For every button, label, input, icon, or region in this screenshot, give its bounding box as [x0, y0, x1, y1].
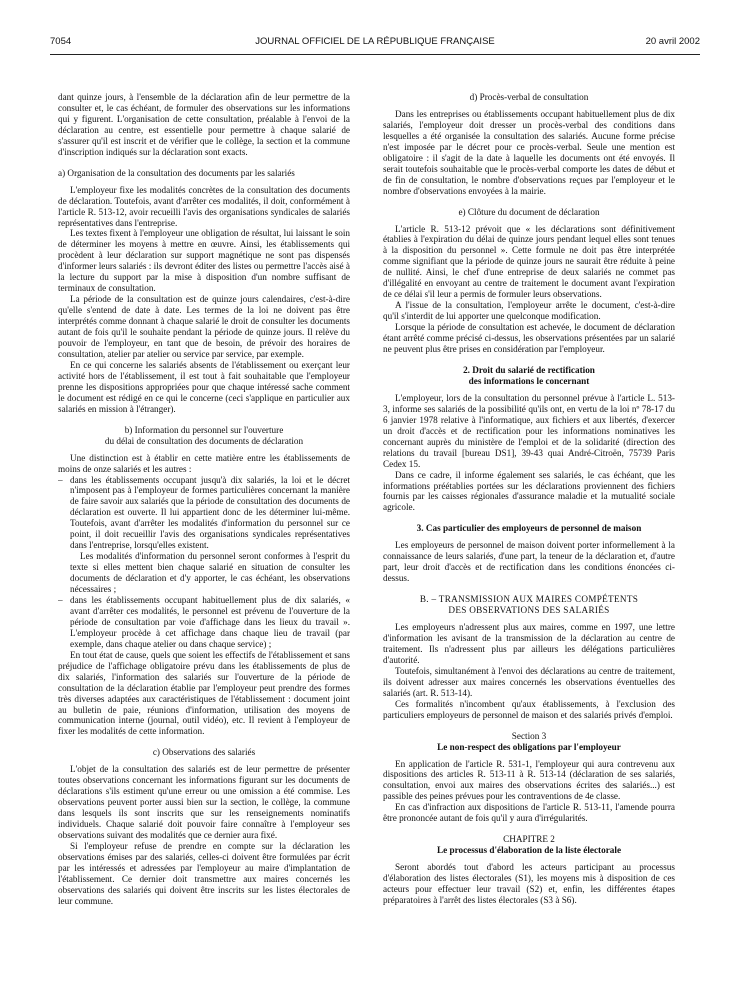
heading-line: 2. Droit du salarié de rectification: [463, 364, 595, 375]
list-item: [58, 475, 350, 595]
paragraph: Seront abordés tout d'abord les acteurs participant au processus d'élaboration des listes électorales (S1), les moyens mis à disposition de ces acteurs pour effectuer leur travail (S2) et, enfin, les différentes étapes préparatoires à l'arrêt des listes électorales (S3 à S6).: [383, 862, 675, 905]
paragraph: Si l'employeur refuse de prendre en compte sur la déclaration les observations émises par des salariés, celles-ci doivent être formulées par écrit par les intéressés et adressées par l'employeur au maire d'implantation de l'établissement. Ce dernier doit transmettre aux maires concernés les observations des salariés qui doivent être inscrits sur les listes électorales de leur commune.: [58, 841, 350, 906]
paragraph: dant quinze jours, à l'ensemble de la déclaration afin de leur permettre de la consulter et, le cas échéant, de formuler des observations sur les informations qui y figurent. L'organisation de cette consultation, préalable à l'envoi de la déclaration au centre, est essentielle pour permettre à chaque salarié de s'assurer qu'il est inscrit et de vérifier que le collège, la section et la commune d'inscription indiqués sur la déclaration sont exacts.: [58, 92, 350, 157]
paragraph: Lorsque la période de consultation est achevée, le document de déclaration étant arrêté comme précisé ci-dessus, les observations présentées par un salarié ne peuvent plus être prises en considération par l'employeur.: [383, 322, 675, 355]
page-number: 7054: [50, 36, 72, 47]
heading-line: CHAPITRE 2: [503, 834, 555, 845]
section-heading-B: [383, 594, 675, 616]
dash-list: [58, 475, 350, 650]
section-heading-3: 3. Cas particulier des employeurs de personnel de maison: [416, 523, 642, 534]
right-column: [383, 92, 675, 970]
paragraph: Toutefois, simultanément à l'envoi des déclarations au centre de traitement, ils doivent adresser aux maires concernés les observations éventuelles des salariés (art. R. 513-14).: [383, 665, 675, 698]
section-heading-2: [383, 365, 675, 387]
paragraph: En application de l'article R. 531-1, l'employeur qui aura contrevenu aux dispositions des articles R. 513-11 à R. 513-14 (déclaration de ses salariés, consultation, envoi aux maires des observations écrites des salariés...) est passible des peines prévues pour les contraventions de 4e classe.: [383, 758, 675, 802]
paragraph: Les employeurs de personnel de maison doivent porter informellement à la connaissance de leurs salariés, d'une part, la teneur de la déclaration et, d'autre part, leur droit d'accès et de rectification dans les conditions énoncées ci-dessus.: [383, 540, 675, 584]
heading-line: Le processus d'élaboration de la liste électorale: [436, 845, 622, 856]
paragraph: En tout état de cause, quels que soient les effectifs de l'établissement et sans préjudice de l'affichage obligatoire prévu dans les établissements de plus de dix salariés, l'information des salariés sur l'ouverture de la période de consultation de la déclaration établie par l'employeur peut prendre des formes très diverses adaptées aux caractéristiques de l'établissement : document joint au bulletin de paie, réunions d'information, utilisation des moyens de communication interne (journal, outil vidéo), etc. Il revient à l'employeur de fixer les modalités de cette information.: [58, 649, 350, 737]
section-heading-b: [58, 425, 350, 447]
list-item-text: dans les établissements occupant jusqu'à dix salariés, la loi et le décret n'imposent pas à l'employeur de formes particulières concernant la manière de faire savoir aux salariés que la période de consultation des documents de déclaration est ouverte. Il lui appartient donc de les déterminer lui-même. Toutefois, avant d'arrêter les modalités d'information du personnel sur ce point, il doit recueillir l'avis des organisations syndicales représentatives dans l'entreprise, lorsqu'elles existent.: [70, 474, 350, 551]
section-heading-d: d) Procès-verbal de consultation: [469, 92, 589, 102]
list-item: [58, 595, 350, 650]
paragraph: La période de la consultation est de quinze jours calendaires, c'est-à-dire qu'elle s'entend de date à date. Les termes de la loi ne doivent pas être interprétés comme donnant à chaque salarié le droit de consulter les documents autant de fois qu'il le souhaite pendant la période de quinze jours. Il relève du pouvoir de l'employeur, en tant que de besoin, de prévoir des horaires de consultation, atelier par atelier ou service par service, par exemple.: [58, 294, 350, 359]
paragraph: L'objet de la consultation des salariés est de leur permettre de présenter toutes observations concernant les informations figurant sur les documents de déclarations s'ils estiment qu'une erreur ou une omission a été commise. Les observations peuvent porter aussi bien sur la section, le collège, la commune dans lesquels ils sont inscrits que sur les renseignements nominatifs individuels. Chaque salarié doit pouvoir faire connaître à l'employeur ses observations suivant des modalités que ce dernier aura fixé.: [58, 764, 350, 841]
section-heading-c: c) Observations des salariés: [152, 747, 256, 758]
paragraph: Ces formalités n'incombent qu'aux établissements, à l'exclusion des particuliers employeurs de personnel de maison et des salariés privés d'emploi.: [383, 698, 675, 720]
section-3-heading: [383, 731, 675, 753]
paragraph: Les employeurs n'adressent plus aux maires, comme en 1997, une lettre d'information les avisant de la transmission de la déclaration au centre de traitement. Ils n'adressent plus par ailleurs les délégations particulières d'autorité.: [383, 622, 675, 665]
paragraph: L'employeur fixe les modalités concrètes de la consultation des documents de déclaration. Toutefois, avant d'arrêter ces modalités, il doit, conformément à l'article R. 513-12, avoir recueilli l'avis des organisations syndicales de salariés représentatives dans l'entreprise.: [58, 184, 350, 228]
left-column: [58, 92, 350, 970]
paragraph: Dans ce cadre, il informe également ses salariés, le cas échéant, que les informations préétablies portées sur les déclarations proviennent des fichiers fournis par les caisses régionales d'assurance maladie et la mutualité sociale agricole.: [383, 469, 675, 513]
paragraph: A l'issue de la consultation, l'employeur arrête le document, c'est-à-dire qu'il s'interdit de lui apporter une quelconque modification.: [383, 300, 675, 322]
paragraph: Une distinction est à établir en cette matière entre les établissements de moins de onze salariés et les autres :: [58, 452, 350, 474]
paragraph: Les textes fixent à l'employeur une obligation de résultat, lui laissant le soin de déterminer les moyens à mettre en œuvre. Ainsi, les établissements qui procèdent à leur déclaration sur support magnétique ne sont pas dispensés d'informer leurs salariés : ils devront éditer des listes ou permettre l'accès aisé à la lecture du support par la mise à disposition d'un nombre suffisant de terminaux de consultation.: [58, 228, 350, 294]
publication-date: 20 avril 2002: [645, 36, 700, 47]
header-rule: [50, 54, 700, 55]
journal-title: JOURNAL OFFICIEL DE LA RÉPUBLIQUE FRANÇAISE: [255, 36, 495, 47]
list-item-continuation: Les modalités d'information du personnel seront conformes à l'esprit du texte si elles mettent bien chaque salarié en situation de consulter les documents de déclaration et d'y apporter, le cas échéant, les observations nécessaires ;: [70, 551, 350, 595]
heading-line: DES OBSERVATIONS DES SALARIÉS: [448, 605, 610, 616]
heading-line: Le non-respect des obligations par l'employeur: [437, 741, 621, 752]
paragraph: En cas d'infraction aux dispositions de l'article R. 513-11, l'amende pourra être prononcée autant de fois qu'il y aura d'irrégularités.: [383, 802, 675, 824]
chapter-2-heading: [383, 834, 675, 856]
heading-line: b) Information du personnel sur l'ouverture: [124, 424, 284, 435]
heading-line: B. – TRANSMISSION AUX MAIRES COMPÉTENTS: [419, 594, 639, 605]
paragraph: Dans les entreprises ou établissements occupant habituellement plus de dix salariés, l'employeur doit dresser un procès-verbal des conditions dans lesquelles a été organisée la consultation des salariés. Aucune forme précise n'est imposée par le décret pour ce procès-verbal. Seule une mention est obligatoire : il s'agit de la date à laquelle les documents ont été envoyés. Il serait toutefois souhaitable que le procès-verbal comporte les dates de début et de fin de consultation, le nombre d'observations reçues par l'employeur et le nombre d'observations envoyées à la mairie.: [383, 108, 675, 196]
page-header: [50, 36, 700, 52]
paragraph: En ce qui concerne les salariés absents de l'établissement ou exerçant leur activité hors de l'établissement, il est tout à fait souhaitable que l'employeur prenne les dispositions appropriées pour que chaque intéressé sache comment le document est rédigé en ce qui le concerne (ceci s'applique en particulier aux salariés en mission à l'étranger).: [58, 359, 350, 414]
paragraph: L'article R. 513-12 prévoit que « les déclarations sont définitivement établies à l'expiration du délai de quinze jours pendant lequel elles sont tenues à la disposition du personnel ». Cette formule ne doit pas être interprétée comme signifiant que la période de quinze jours ne saurait être réduite à peine de nullité. Ainsi, le chef d'une entreprise de deux salariés ne commet pas d'illégalité en envoyant au centre de traitement le document avant l'expiration de ce délai s'il leur a permis de formuler leurs observations.: [383, 223, 675, 300]
heading-line: du délai de consultation des documents de déclaration: [104, 435, 304, 446]
heading-line: des informations le concernant: [468, 375, 590, 386]
list-item-text: dans les établissements occupant habituellement plus de dix salariés, « avant d'arrêter ces modalités, le personnel est prévenu de l'ouverture de la période de consultation par voie d'affichage dans les lieux du travail ». L'employeur procède à cet affichage dans chaque lieu de travail (par exemple, dans chaque atelier ou dans chaque service) ;: [70, 594, 350, 649]
section-heading-a: a) Organisation de la consultation des documents par les salariés: [58, 167, 295, 178]
heading-line: Section 3: [511, 730, 547, 741]
paragraph: L'employeur, lors de la consultation du personnel prévue à l'article L. 513-3, informe ses salariés de la possibilité qu'ils ont, en vertu de la loi nº 78-17 du 6 janvier 1978 relative à l'informatique, aux fichiers et aux libertés, d'exercer un droit d'accès et de rectification pour les informations nominatives les concernant auprès du ministère de l'emploi et de la solidarité (direction des relations du travail [bureau DS1], 39-43 quai André-Citroën, 75739 Paris Cedex 15.: [383, 392, 675, 469]
section-heading-e: e) Clôture du document de déclaration: [458, 206, 600, 217]
